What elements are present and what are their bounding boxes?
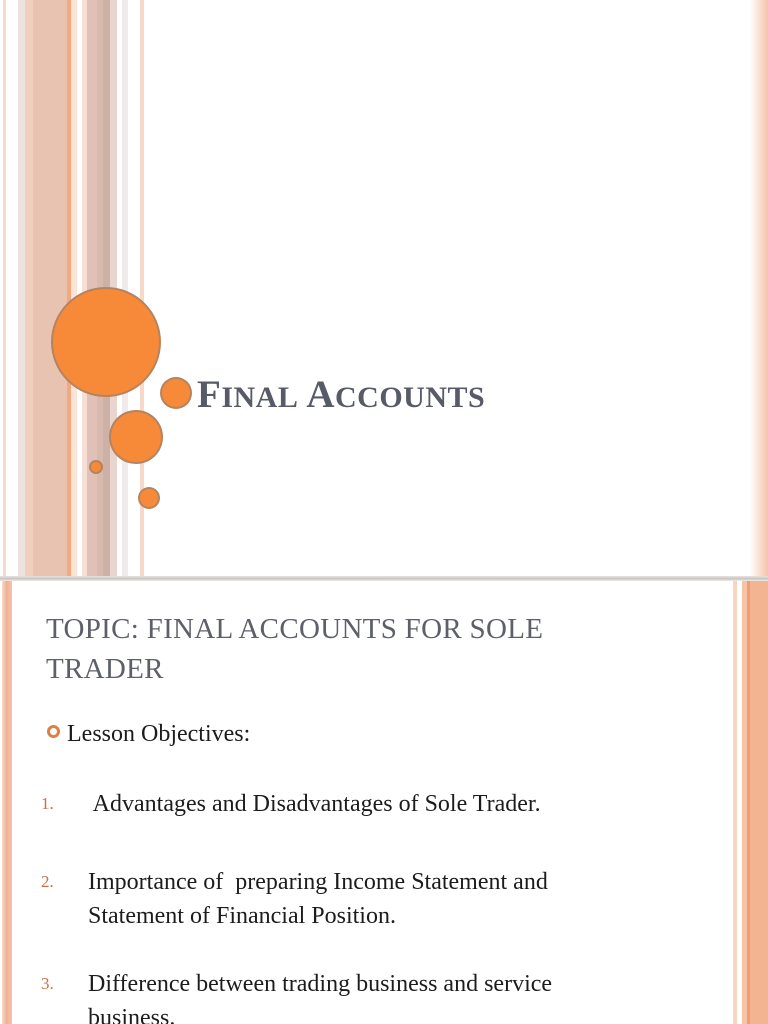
lesson-objectives-row [0, 721, 700, 751]
item-text [88, 967, 552, 1024]
decor-circle-tiny [138, 487, 160, 509]
decor-stripe-left-edge [2, 581, 12, 1024]
decor-circle-dot [89, 460, 103, 474]
decor-stripe [71, 0, 77, 576]
item-text-line: Advantages and Disadvantages of Sole Trader. [88, 791, 541, 817]
item-number: 2. [41, 872, 54, 891]
decor-stripe [25, 0, 33, 576]
decor-stripe [18, 0, 25, 576]
item-number: 3. [41, 974, 54, 993]
decor-circle-medium [109, 410, 163, 464]
item-text [88, 787, 541, 821]
slide1-title-word-2: ACCOUNTS [306, 373, 486, 416]
slide2-title-line-2: TRADER [46, 653, 164, 685]
ring-bullet-icon [47, 725, 60, 738]
decor-stripe-right-edge [750, 0, 768, 576]
item-text [88, 865, 548, 933]
decor-stripe [33, 0, 67, 576]
decor-stripe [122, 0, 128, 576]
decor-stripe [3, 0, 6, 576]
slide2-title [46, 609, 646, 689]
slide-2-objectives-page [0, 581, 768, 1024]
slide1-title-word-1: FINAL [197, 373, 299, 416]
item-text-line: Difference between trading business and service [88, 971, 553, 997]
decor-circle-large [51, 287, 161, 397]
slide2-title-line-1: TOPIC: FINAL ACCOUNTS FOR SOLE [46, 613, 544, 645]
item-number: 1. [41, 794, 54, 813]
decor-stripe [750, 581, 768, 1024]
item-text-line: Statement of Financial Position. [88, 903, 396, 929]
item-text-line: business. [88, 1005, 176, 1024]
slide1-title [197, 372, 485, 426]
decor-stripe [733, 581, 737, 1024]
item-text-line: Importance of preparing Income Statement and [88, 869, 548, 895]
lesson-objectives-label: Lesson Objectives: [67, 721, 251, 747]
decor-circle-small [160, 377, 192, 409]
